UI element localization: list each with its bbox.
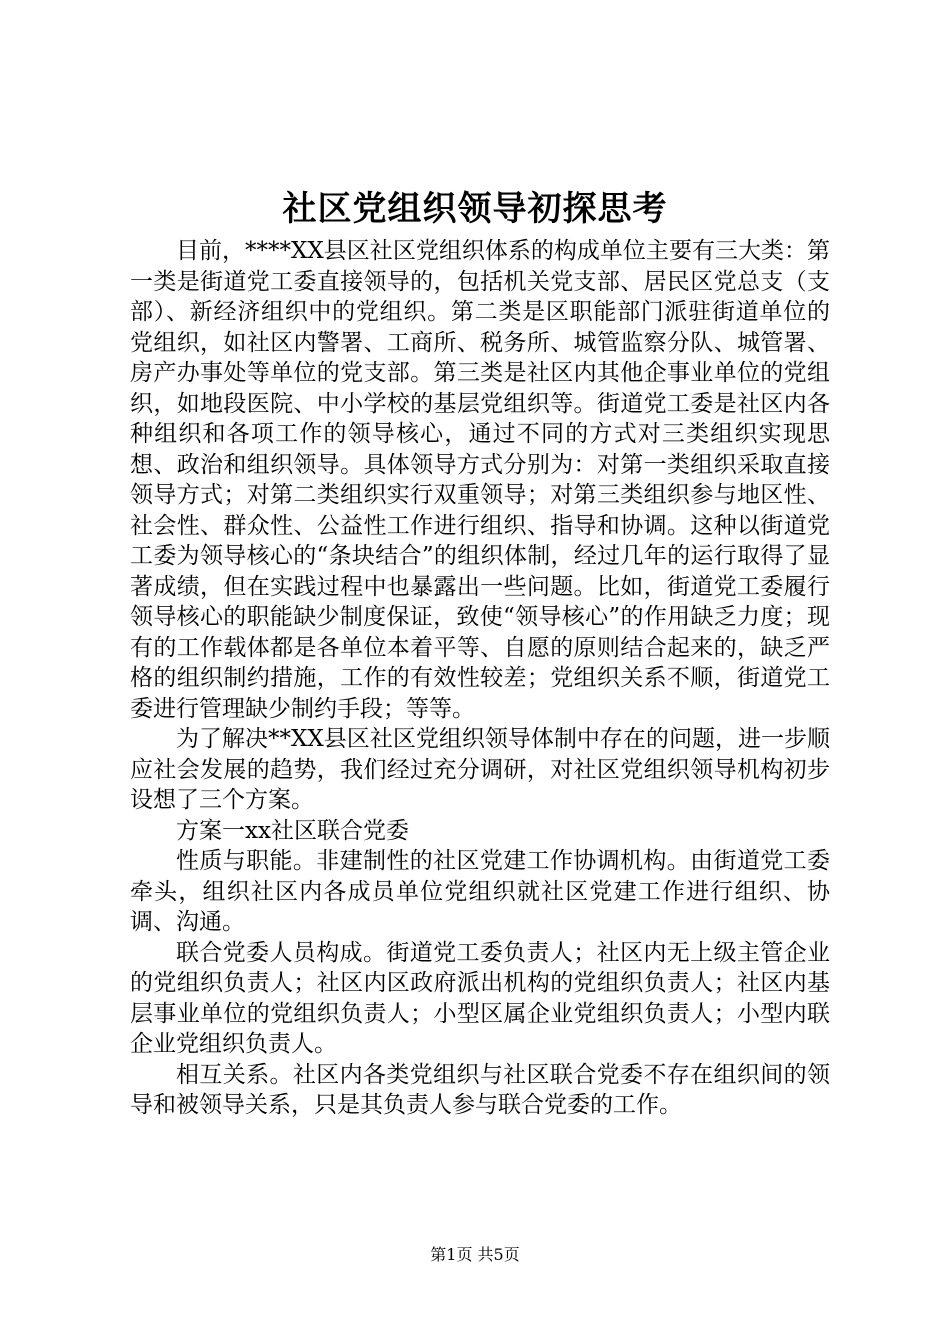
paragraph-2: 为了解决**XX县区社区党组织领导体制中存在的问题，进一步顺应社会发展的趋势，我们经过充分调研，对社区党组织领导机构初步设想了三个方案。 — [130, 726, 830, 813]
paragraph-1: 目前，****XX县区社区党组织体系的构成单位主要有三大类：第一类是街道党工委直接领导的，包括机关党支部、居民区党总支（支部）、新经济组织中的党组织。第二类是区职能部门派驻街道单位的党组织，如社区内警署、工商所、税务所、城管监察分队、城管署、房产办事处等单位的党支部。第三类是社区内其他企事业单位的党组织，如地段医院、中小学校的基层党组织等。街道党工委是社区内各种组织和各项工作的领导核心，通过不同的方式对三类组织实现思想、政治和组织领导。具体领导方式分别为：对第一类组织采取直接领导方式；对第二类组织实行双重领导；对第三类组织参与地区性、社会性、群众性、公益性工作进行组织、指导和协调。这种以街道党工委为领导核心的“条块结合”的组织体制，经过几年的运行取得了显著成绩，但在实践过程中也暴露出一些问题。比如，街道党工委履行领导核心的职能缺少制度保证，致使“领导核心”的作用缺乏力度；现有的工作载体都是各单位本着平等、自愿的原则结合起来的，缺乏严格的组织制约措施，工作的有效性较差；党组织关系不顺，街道党工委进行管理缺少制约手段；等等。 — [130, 238, 830, 722]
section-heading-plan-1: 方案一xx社区联合党委 — [176, 817, 409, 844]
document-title: 社区党组织领导初探思考 — [282, 189, 668, 229]
document-body — [130, 236, 830, 1121]
paragraph-mutual-relation: 相互关系。社区内各类党组织与社区联合党委不存在组织间的领导和被领导关系，只是其负责人参与联合党委的工作。 — [130, 1061, 830, 1118]
paragraph-nature-function: 性质与职能。非建制性的社区党建工作协调机构。由街道党工委牵头，组织社区内各成员单位党组织就社区党建工作进行组织、协调、沟通。 — [130, 848, 830, 935]
page-footer: 第1页 共5页 — [430, 1245, 520, 1264]
paragraph-member-composition: 联合党委人员构成。街道党工委负责人；社区内无上级主管企业的党组织负责人；社区内区政府派出机构的党组织负责人；社区内基层事业单位的党组织负责人；小型区属企业党组织负责人；小型内联企业党组织负责人。 — [130, 939, 830, 1057]
